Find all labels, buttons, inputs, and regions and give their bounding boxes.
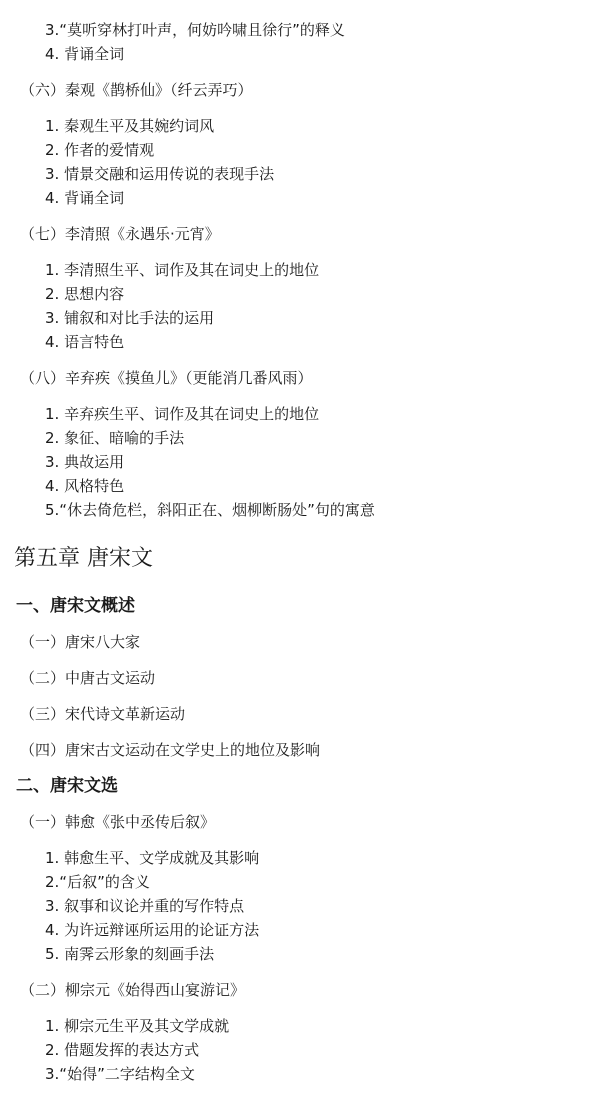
list-item: 4. 语言特色 [45, 333, 125, 351]
list-item: 2.“后叙”的含义 [45, 873, 150, 891]
list-item: 3. 典故运用 [45, 453, 125, 471]
list-item: 5.“休去倚危栏，斜阳正在、烟柳断肠处”句的寓意 [45, 501, 375, 519]
list-item: 2. 作者的爱情观 [45, 141, 155, 159]
list-item: 3. 铺叙和对比手法的运用 [45, 309, 215, 327]
section-heading: （六）秦观《鹊桥仙》（纤云弄巧） [20, 81, 253, 99]
list-item: 4. 背诵全词 [45, 45, 125, 63]
section-heading: （八）辛弃疾《摸鱼儿》（更能消几番风雨） [20, 369, 313, 387]
list-item: 1. 秦观生平及其婉约词风 [45, 117, 215, 135]
section-heading: （一）韩愈《张中丞传后叙》 [20, 813, 216, 831]
section-heading: （四）唐宋古文运动在文学史上的地位及影响 [20, 741, 321, 759]
list-item: 2. 借题发挥的表达方式 [45, 1041, 200, 1059]
list-item: 3. 情景交融和运用传说的表现手法 [45, 165, 275, 183]
section-heading: （三）宋代诗文革新运动 [20, 705, 186, 723]
list-item: 4. 风格特色 [45, 477, 125, 495]
list-item: 1. 辛弃疾生平、词作及其在词史上的地位 [45, 405, 320, 423]
chapter-title: 第五章 唐宋文 [14, 546, 153, 571]
section-heading: （二）柳宗元《始得西山宴游记》 [20, 981, 246, 999]
list-item: 1. 李清照生平、词作及其在词史上的地位 [45, 261, 320, 279]
list-item: 2. 象征、暗喻的手法 [45, 429, 185, 447]
section-heading: （七）李清照《永遇乐·元宵》 [20, 225, 220, 243]
part-heading: 二、唐宋文选 [16, 776, 118, 796]
list-item: 5. 南霁云形象的刻画手法 [45, 945, 215, 963]
section-heading: （二）中唐古文运动 [20, 669, 156, 687]
list-item: 4. 为许远辩诬所运用的论证方法 [45, 921, 260, 939]
list-item: 2. 思想内容 [45, 285, 125, 303]
list-item: 3.“始得”二字结构全文 [45, 1065, 195, 1083]
list-item: 1. 柳宗元生平及其文学成就 [45, 1017, 230, 1035]
list-item: 4. 背诵全词 [45, 189, 125, 207]
list-item: 3. 叙事和议论并重的写作特点 [45, 897, 245, 915]
list-item: 3.“莫听穿林打叶声，何妨吟啸且徐行”的释义 [45, 21, 345, 39]
section-heading: （一）唐宋八大家 [20, 633, 141, 651]
part-heading: 一、唐宋文概述 [16, 596, 135, 616]
list-item: 1. 韩愈生平、文学成就及其影响 [45, 849, 260, 867]
